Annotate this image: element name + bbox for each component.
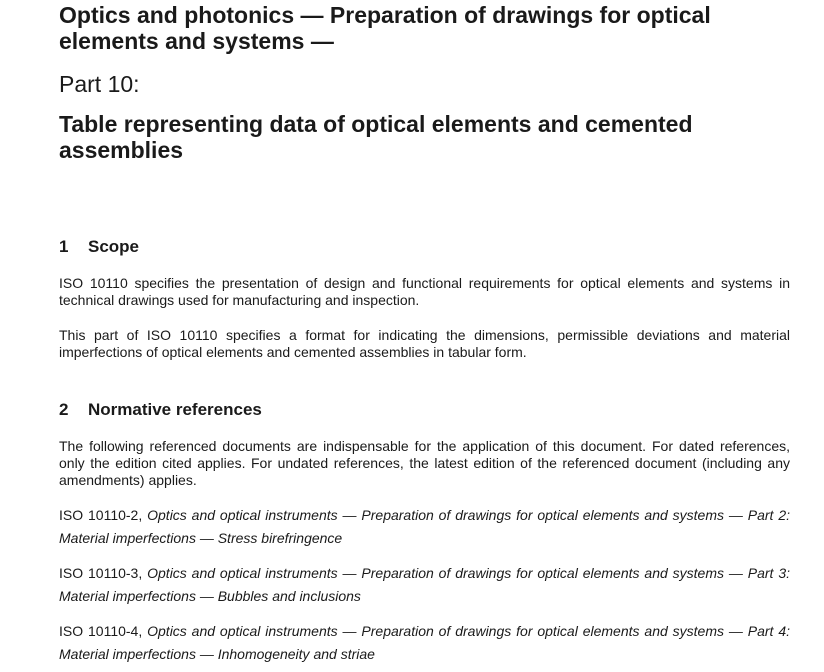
reference-iso-10110-3 — [59, 562, 790, 608]
reference-iso-10110-2 — [59, 504, 790, 550]
scope-paragraph-2: This part of ISO 10110 specifies a format for indicating the dimensions, permissible deviations and material imperfections of optical elements and cemented assemblies in tabular form. — [59, 327, 790, 360]
normative-references-heading — [59, 400, 262, 420]
reference-title: Optics and optical instruments — Preparation of drawings for optical elements and systems — Part 4: Material imperfections — Inhomogeneity and striae — [59, 623, 790, 662]
document-part-title: Table representing data of optical elements and cemented assemblies — [59, 111, 693, 163]
document-main-title: Optics and photonics — Preparation of drawings for optical elements and systems — — [59, 2, 711, 54]
scope-paragraph-1: ISO 10110 specifies the presentation of design and functional requirements for optical elements and systems in technical drawings used for manufacturing and inspection. — [59, 275, 790, 308]
reference-title: Optics and optical instruments — Preparation of drawings for optical elements and systems — Part 3: Material imperfections — Bubbles and inclusions — [59, 565, 790, 604]
reference-id: ISO 10110-4, — [59, 623, 143, 639]
normative-references-intro: The following referenced documents are indispensable for the application of this document. For dated references, only the edition cited applies. For undated references, the latest edition of the referenced document (including any amendments) applies. — [59, 438, 790, 488]
scope-heading-text: Scope — [88, 237, 140, 256]
reference-title: Optics and optical instruments — Preparation of drawings for optical elements and systems — Part 2: Material imperfections — Stress birefringence — [59, 507, 790, 546]
reference-id: ISO 10110-3, — [59, 565, 143, 581]
scope-heading — [59, 237, 139, 257]
normative-references-section-number: 2 — [59, 400, 69, 419]
reference-id: ISO 10110-2, — [59, 507, 143, 523]
document-part-number: Part 10: — [59, 71, 140, 97]
scope-section-number: 1 — [59, 237, 69, 256]
normative-references-heading-text: Normative references — [88, 400, 262, 419]
reference-iso-10110-4 — [59, 620, 790, 666]
